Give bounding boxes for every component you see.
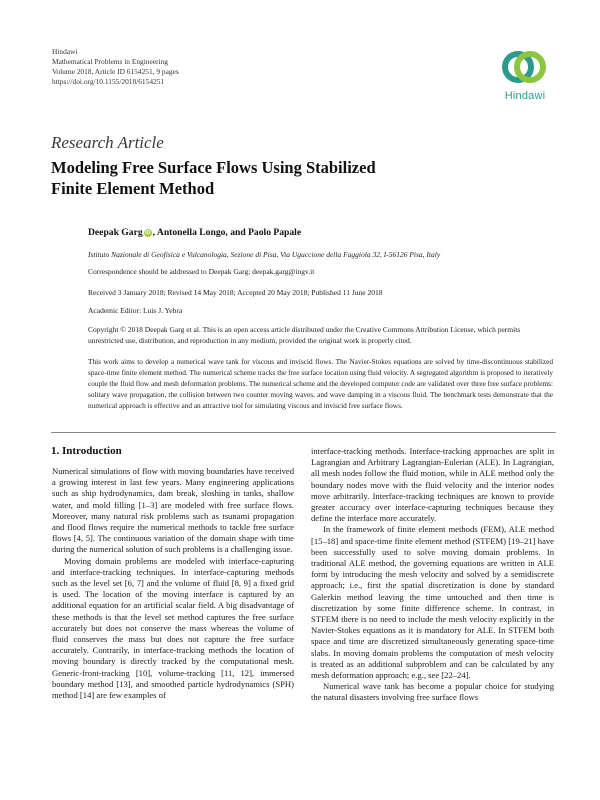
abstract: This work aims to develop a numerical wave tank for viscous and inviscid flows. The Navier-Stokes equations are solved by time-discontinuous stabilized space-time finite element method. The numerical scheme tracks the free surface location using fluid velocity. A segregated algorithm is proposed to iteratively couple the fluid flow and mesh deformation problems. The numerical scheme and the developed computer code are validated over three free surface problems: solitary wave propagation, the collision between two counter moving waves, and wave damping in a viscous fluid. The benchmark tests demonstrate that the numerical approach is effective and an attractive tool for simulating viscous and inviscid free surface flows. xyxy=(88,357,553,411)
author-list xyxy=(88,227,301,238)
paragraph: Numerical simulations of flow with moving boundaries have received a growing interest in last few years. Many engineering applications such as ship hydrodynamics, dam break, sloshing in tanks, shallow water, and mold filling [1–3] are modeled with free surface flows. Moreover, many natural risk problems such as tsunami propagation and flood flows require the numerical methods to tackle free surface flows [4, 5]. The continuous variation of the domain shape with time during the numerical solution of such problems is a challenging issue. xyxy=(52,466,294,555)
left-column xyxy=(52,466,294,701)
journal-info xyxy=(52,47,179,87)
publisher-name: Hindawi xyxy=(52,47,78,56)
section-heading: 1. Introduction xyxy=(51,445,122,457)
paragraph: In the framework of finite element methods (FEM), ALE method [15–18] and space-time finite element method (STFEM) [19–21] have been successfully used to solve moving domain problems. In traditional ALE method, the governing equations are written in ALE form by introducing the mesh velocity and solved by a semidiscrete approach; i.e., first the spatial discretization is done by standard Galerkin method leaving the time untouched and then time is discretization by some finite difference scheme. In contrast, in STFEM there is no need to include the mesh velocity explicitly in the Navier-Stokes equations as it is mandatory for ALE. In STFEM both space and time are discretized simultaneously generating space-time slabs. In moving domain problems the computation of mesh velocity is treated as an additional subproblem and can be calculated by any mesh deformation approach; e.g., see [22–24]. xyxy=(311,524,554,681)
copyright-notice: Copyright © 2018 Deepak Garg et al. This is an open access article distributed under the Creative Commons Attribution License, which permits unrestricted use, distribution, and reproduction in any medium, provided the original work is properly cited. xyxy=(88,325,521,345)
hindawi-logo-text: Hindawi xyxy=(504,90,546,102)
title-line-1: Modeling Free Surface Flows Using Stabilized xyxy=(51,158,376,177)
orcid-icon[interactable]: iD xyxy=(145,230,151,236)
title-line-2: Finite Element Method xyxy=(51,179,215,198)
paragraph: Moving domain problems are modeled with interface-capturing and interface-tracking techniques. In interface-capturing methods such as the level set [6, 7] and the volume of fluid [8, 9] a fixed grid is used. The location of the moving interface is captured by an additional equation for an artificial scalar field. A big disadvantage of these methods is that the level set method captures the free surface accurately but does not conserve the mass whereas the volume of fluid conserves the mass but does not capture the free surface accurately. Contrarily, in interface-tracking methods the location of moving boundary is directly tracked by the computational mesh. Generic-front-tracking [10], volume-tracking [11, 12], immersed boundary method [13], and smoothed particle hydrodynamics (SPH) method [14] are few examples of xyxy=(52,555,294,701)
paragraph: interface-tracking methods. Interface-tracking approaches are split in Lagrangian and Arbitrary Lagrangian-Eulerian (ALE). In Lagrangian, all mesh nodes follow the fluid motion, while in ALE method only the boundary nodes move with the fluid velocity and the interior nodes move arbitrarily. Interface-tracking techniques are known to provide greater accuracy over interface-capturing techniques because they define the interface more accurately. xyxy=(311,446,554,524)
section-divider xyxy=(51,432,556,433)
paper-title xyxy=(51,157,511,199)
article-type: Research Article xyxy=(51,133,164,152)
affiliation: Istituto Nazionale di Geofisica e Vulcanologia, Sezione di Pisa, Via Uguccione della Faggiola 32, I-56126 Pisa, Italy xyxy=(88,250,441,259)
paragraph: Numerical wave tank has become a popular choice for studying the natural disasters involving free surface flows xyxy=(311,681,554,703)
correspondence: Correspondence should be addressed to Deepak Garg; deepak.garg@ingv.it xyxy=(88,267,315,276)
publication-dates: Received 3 January 2018; Revised 14 May 2018; Accepted 20 May 2018; Published 11 June 2018 xyxy=(88,288,383,297)
author-name: Deepak Garg xyxy=(88,227,143,238)
academic-editor: Academic Editor: Luis J. Yebra xyxy=(88,306,183,315)
coauthor-names: , Antonella Longo, and Paolo Papale xyxy=(152,227,302,238)
volume-line: Volume 2018, Article ID 6154251, 9 pages xyxy=(52,67,179,76)
journal-name: Mathematical Problems in Engineering xyxy=(52,57,168,66)
right-column xyxy=(311,446,554,704)
doi-link[interactable]: https://doi.org/10.1155/2018/6154251 xyxy=(52,77,165,86)
